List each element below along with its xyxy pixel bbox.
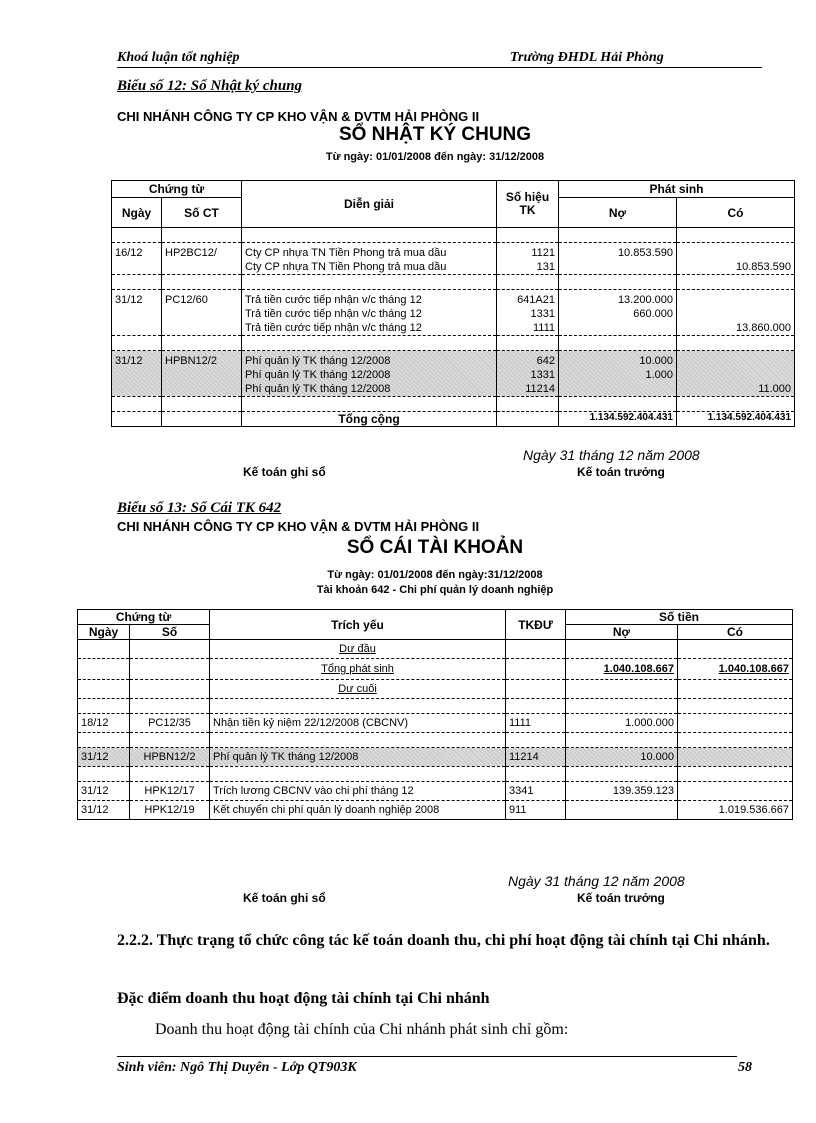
ledger-description-header: Trích yếu bbox=[210, 610, 506, 640]
section-heading: 2.2.2. Thực trạng tổ chức công tác kế toán doanh thu, chi phí hoạt động tài chính tại Chi nhánh. bbox=[117, 932, 770, 949]
ledger-account-line: Tài khoản 642 - Chi phí quản lý doanh nghiệp bbox=[316, 584, 554, 596]
journal-line-credit: 13.860.000 bbox=[735, 322, 792, 334]
ledger-turnover-credit: 1.040.108.667 bbox=[718, 663, 790, 675]
header-right: Trường ĐHDL Hải Phòng bbox=[510, 50, 664, 65]
journal-total-credit: 1.134.592.404.431 bbox=[677, 412, 795, 427]
ledger-entry-debit: 139.359.123 bbox=[566, 782, 678, 801]
empty-cell bbox=[497, 336, 559, 351]
empty-cell bbox=[78, 699, 130, 714]
journal-line-account: 11214 bbox=[525, 383, 555, 395]
ledger-entry-credit bbox=[678, 748, 793, 767]
empty-cell bbox=[162, 336, 242, 351]
empty-cell bbox=[112, 336, 162, 351]
journal-line-account: 1331 bbox=[530, 308, 555, 320]
ledger-sign-right: Kế toán trưởng bbox=[577, 891, 665, 905]
ledger-opening-row bbox=[78, 640, 793, 659]
header-rule bbox=[117, 67, 762, 68]
ledger-title: SỔ CÁI TÀI KHOẢN bbox=[346, 537, 524, 558]
ledger-separator-row bbox=[78, 699, 793, 714]
ledger-number-header: Số bbox=[130, 625, 210, 640]
empty-cell bbox=[112, 397, 162, 412]
ledger-turnover-debit: 1.040.108.667 bbox=[603, 663, 674, 675]
journal-line-credit: 11.000 bbox=[758, 383, 792, 395]
ledger-sign-left: Kế toán ghi sổ bbox=[243, 891, 326, 905]
ledger-table bbox=[77, 609, 793, 820]
ledger-turnover-row bbox=[78, 659, 793, 680]
ledger-entry-number: HPK12/19 bbox=[130, 801, 210, 820]
empty-cell bbox=[162, 412, 242, 427]
empty-cell bbox=[162, 275, 242, 290]
empty-cell bbox=[497, 397, 559, 412]
journal-table bbox=[111, 180, 795, 427]
journal-line-credit bbox=[680, 307, 791, 321]
journal-line-account: 1331 bbox=[530, 369, 555, 381]
empty-cell bbox=[559, 275, 677, 290]
ledger-entry-number: PC12/35 bbox=[130, 714, 210, 733]
empty-cell bbox=[242, 336, 497, 351]
header-left: Khoá luận tốt nghiệp bbox=[117, 50, 240, 65]
empty-cell bbox=[242, 397, 497, 412]
empty-cell bbox=[242, 228, 497, 243]
journal-description-header: Diễn giải bbox=[242, 181, 497, 228]
journal-sign-left: Kế toán ghi sổ bbox=[243, 465, 326, 479]
empty-cell bbox=[162, 397, 242, 412]
journal-line-credit bbox=[680, 293, 791, 307]
journal-line-debit: 660.000 bbox=[633, 308, 673, 320]
empty-cell bbox=[78, 767, 130, 782]
empty-cell bbox=[210, 733, 506, 748]
ledger-entry-credit: 1.019.536.667 bbox=[678, 801, 793, 820]
journal-number-header: Số CT bbox=[162, 198, 242, 228]
journal-line-description: Cty CP nhựa TN Tiền Phong trả mua dầu bbox=[245, 261, 447, 273]
ledger-entry-description: Phí quản lý TK tháng 12/2008 bbox=[210, 748, 506, 767]
journal-label: Biểu số 12: Sổ Nhật ký chung bbox=[117, 78, 303, 94]
empty-cell bbox=[78, 733, 130, 748]
journal-line-account: 642 bbox=[536, 355, 555, 367]
empty-cell bbox=[112, 275, 162, 290]
journal-line-description: Phí quản lý TK tháng 12/2008 bbox=[245, 369, 391, 381]
empty-cell bbox=[210, 699, 506, 714]
empty-cell bbox=[678, 767, 793, 782]
journal-separator-row bbox=[112, 275, 795, 290]
journal-entry-credits bbox=[677, 243, 795, 275]
journal-total-row bbox=[112, 412, 795, 427]
ledger-closing-row bbox=[78, 680, 793, 699]
journal-separator-row bbox=[112, 397, 795, 412]
journal-line-account: 131 bbox=[536, 261, 555, 273]
empty-cell bbox=[130, 699, 210, 714]
journal-entry-row bbox=[112, 290, 795, 336]
journal-entry-debits bbox=[559, 243, 677, 275]
ledger-account-header: TKĐƯ bbox=[506, 610, 566, 640]
journal-line-credit bbox=[680, 368, 791, 382]
empty-cell bbox=[112, 412, 162, 427]
journal-entry-credits bbox=[677, 290, 795, 336]
empty-cell bbox=[497, 275, 559, 290]
ledger-entry-description: Nhận tiền kỷ niệm 22/12/2008 (CBCNV) bbox=[210, 714, 506, 733]
empty-cell bbox=[497, 228, 559, 243]
journal-credit-header: Có bbox=[677, 198, 795, 228]
empty-cell bbox=[559, 397, 677, 412]
journal-total-debit: 1.134.592.404.431 bbox=[559, 412, 677, 427]
ledger-voucher-header: Chứng từ bbox=[78, 610, 210, 625]
journal-line-debit bbox=[562, 382, 673, 396]
ledger-entry-description: Trích lương CBCNV vào chi phí tháng 12 bbox=[210, 782, 506, 801]
journal-entry-number: HPBN12/2 bbox=[162, 351, 242, 397]
journal-entry-date: 31/12 bbox=[112, 351, 162, 397]
journal-line-credit bbox=[680, 246, 791, 260]
journal-line-description: Trả tiền cước tiếp nhận v/c tháng 12 bbox=[245, 322, 422, 334]
footer-page: 58 bbox=[738, 1060, 752, 1075]
ledger-opening-label: Dư đầu bbox=[339, 643, 376, 655]
journal-line-description: Trả tiền cước tiếp nhận v/c tháng 12 bbox=[245, 308, 422, 320]
journal-voucher-header: Chứng từ bbox=[112, 181, 242, 198]
footer-rule bbox=[117, 1056, 737, 1057]
journal-period: Từ ngày: 01/01/2008 đến ngày: 31/12/2008 bbox=[325, 151, 545, 163]
ledger-debit-header: Nợ bbox=[566, 625, 678, 640]
journal-line-account: 641A21 bbox=[517, 294, 555, 306]
section-subheading: Đặc điểm doanh thu hoạt động tài chính tại Chi nhánh bbox=[117, 990, 490, 1007]
journal-line-description: Phí quản lý TK tháng 12/2008 bbox=[245, 383, 391, 395]
empty-cell bbox=[506, 733, 566, 748]
journal-separator-row bbox=[112, 336, 795, 351]
ledger-entry-number: HPK12/17 bbox=[130, 782, 210, 801]
ledger-entry-date: 31/12 bbox=[78, 782, 130, 801]
journal-line-description: Trả tiền cước tiếp nhận v/c tháng 12 bbox=[245, 294, 422, 306]
ledger-turnover-label: Tổng phát sinh bbox=[321, 663, 394, 675]
section-paragraph: Doanh thu hoạt động tài chính của Chi nhánh phát sinh chỉ gồm: bbox=[155, 1021, 569, 1038]
ledger-entry-row bbox=[78, 714, 793, 733]
ledger-entry-row bbox=[78, 782, 793, 801]
journal-entry-row bbox=[112, 243, 795, 275]
journal-line-debit: 10.000 bbox=[639, 355, 673, 367]
empty-cell bbox=[566, 699, 678, 714]
ledger-entry-date: 31/12 bbox=[78, 801, 130, 820]
ledger-entry-account: 1111 bbox=[506, 714, 566, 733]
journal-sign-right: Kế toán trưởng bbox=[577, 465, 665, 479]
empty-cell bbox=[162, 228, 242, 243]
journal-line-debit: 13.200.000 bbox=[617, 294, 673, 306]
empty-cell bbox=[242, 275, 497, 290]
empty-cell bbox=[506, 699, 566, 714]
journal-entry-row bbox=[112, 351, 795, 397]
journal-entry-number: PC12/60 bbox=[162, 290, 242, 336]
ledger-company: CHI NHÁNH CÔNG TY CP KHO VẬN & DVTM HẢI PHÒNG II bbox=[117, 519, 480, 534]
ledger-label: Biểu số 13: Sổ Cái TK 642 bbox=[117, 500, 282, 516]
ledger-entry-date: 31/12 bbox=[78, 748, 130, 767]
journal-entry-debits bbox=[559, 290, 677, 336]
ledger-separator-row bbox=[78, 733, 793, 748]
ledger-amount-header: Số tiền bbox=[566, 610, 793, 625]
journal-date-line: Ngày 31 tháng 12 năm 2008 bbox=[523, 447, 700, 463]
journal-line-debit bbox=[562, 321, 673, 335]
journal-total-label: Tổng cộng bbox=[242, 412, 497, 427]
journal-amount-header: Phát sinh bbox=[559, 181, 795, 198]
journal-debit-header: Nợ bbox=[559, 198, 677, 228]
empty-cell bbox=[506, 767, 566, 782]
ledger-entry-number: HPBN12/2 bbox=[130, 748, 210, 767]
journal-date-header: Ngày bbox=[112, 198, 162, 228]
ledger-entry-row bbox=[78, 801, 793, 820]
ledger-entry-account: 911 bbox=[506, 801, 566, 820]
ledger-entry-row bbox=[78, 748, 793, 767]
journal-line-debit: 10.853.590 bbox=[617, 247, 673, 259]
ledger-entry-credit bbox=[678, 714, 793, 733]
empty-cell bbox=[566, 767, 678, 782]
ledger-entry-description: Kết chuyển chi phí quản lý doanh nghiệp 2008 bbox=[210, 801, 506, 820]
footer-left: Sinh viên: Ngô Thị Duyên - Lớp QT903K bbox=[117, 1060, 357, 1075]
journal-entry-date: 16/12 bbox=[112, 243, 162, 275]
ledger-closing-label: Dư cuối bbox=[338, 683, 377, 695]
journal-entry-credits bbox=[677, 351, 795, 397]
empty-cell bbox=[678, 699, 793, 714]
journal-line-debit: 1.000 bbox=[645, 369, 673, 381]
journal-line-account: 1111 bbox=[532, 322, 555, 334]
ledger-entry-debit bbox=[566, 801, 678, 820]
empty-cell bbox=[130, 733, 210, 748]
ledger-separator-row bbox=[78, 767, 793, 782]
empty-cell bbox=[677, 228, 795, 243]
journal-line-credit: 10.853.590 bbox=[735, 261, 792, 273]
journal-entry-date: 31/12 bbox=[112, 290, 162, 336]
empty-cell bbox=[677, 336, 795, 351]
journal-line-debit bbox=[562, 260, 673, 274]
empty-cell bbox=[497, 412, 559, 427]
journal-line-credit bbox=[680, 354, 791, 368]
journal-entry-descriptions bbox=[242, 290, 497, 336]
journal-entry-number: HP2BC12/ bbox=[162, 243, 242, 275]
journal-account-header: Số hiệu TK bbox=[497, 181, 559, 228]
empty-cell bbox=[559, 336, 677, 351]
journal-line-account: 1121 bbox=[531, 247, 555, 259]
journal-entry-accounts bbox=[497, 243, 559, 275]
journal-line-description: Cty CP nhựa TN Tiền Phong trả mua dầu bbox=[245, 247, 447, 259]
ledger-entry-debit: 10.000 bbox=[566, 748, 678, 767]
journal-entry-accounts bbox=[497, 290, 559, 336]
journal-entry-descriptions bbox=[242, 243, 497, 275]
ledger-entry-account: 3341 bbox=[506, 782, 566, 801]
journal-line-description: Phí quản lý TK tháng 12/2008 bbox=[245, 355, 391, 367]
empty-cell bbox=[112, 228, 162, 243]
empty-cell bbox=[566, 733, 678, 748]
ledger-date-line: Ngày 31 tháng 12 năm 2008 bbox=[508, 873, 685, 889]
journal-separator-row bbox=[112, 228, 795, 243]
journal-title: SỔ NHẬT KÝ CHUNG bbox=[338, 124, 532, 145]
ledger-date-header: Ngày bbox=[78, 625, 130, 640]
ledger-credit-header: Có bbox=[678, 625, 793, 640]
ledger-entry-date: 18/12 bbox=[78, 714, 130, 733]
empty-cell bbox=[210, 767, 506, 782]
empty-cell bbox=[130, 767, 210, 782]
empty-cell bbox=[677, 275, 795, 290]
journal-entry-debits bbox=[559, 351, 677, 397]
journal-entry-descriptions bbox=[242, 351, 497, 397]
empty-cell bbox=[559, 228, 677, 243]
journal-company: CHI NHÁNH CÔNG TY CP KHO VẬN & DVTM HẢI PHÒNG II bbox=[117, 109, 480, 124]
empty-cell bbox=[677, 397, 795, 412]
ledger-period: Từ ngày: 01/01/2008 đến ngày:31/12/2008 bbox=[327, 569, 543, 581]
journal-entry-accounts bbox=[497, 351, 559, 397]
ledger-entry-debit: 1.000.000 bbox=[566, 714, 678, 733]
empty-cell bbox=[678, 733, 793, 748]
ledger-entry-account: 11214 bbox=[506, 748, 566, 767]
ledger-entry-credit bbox=[678, 782, 793, 801]
